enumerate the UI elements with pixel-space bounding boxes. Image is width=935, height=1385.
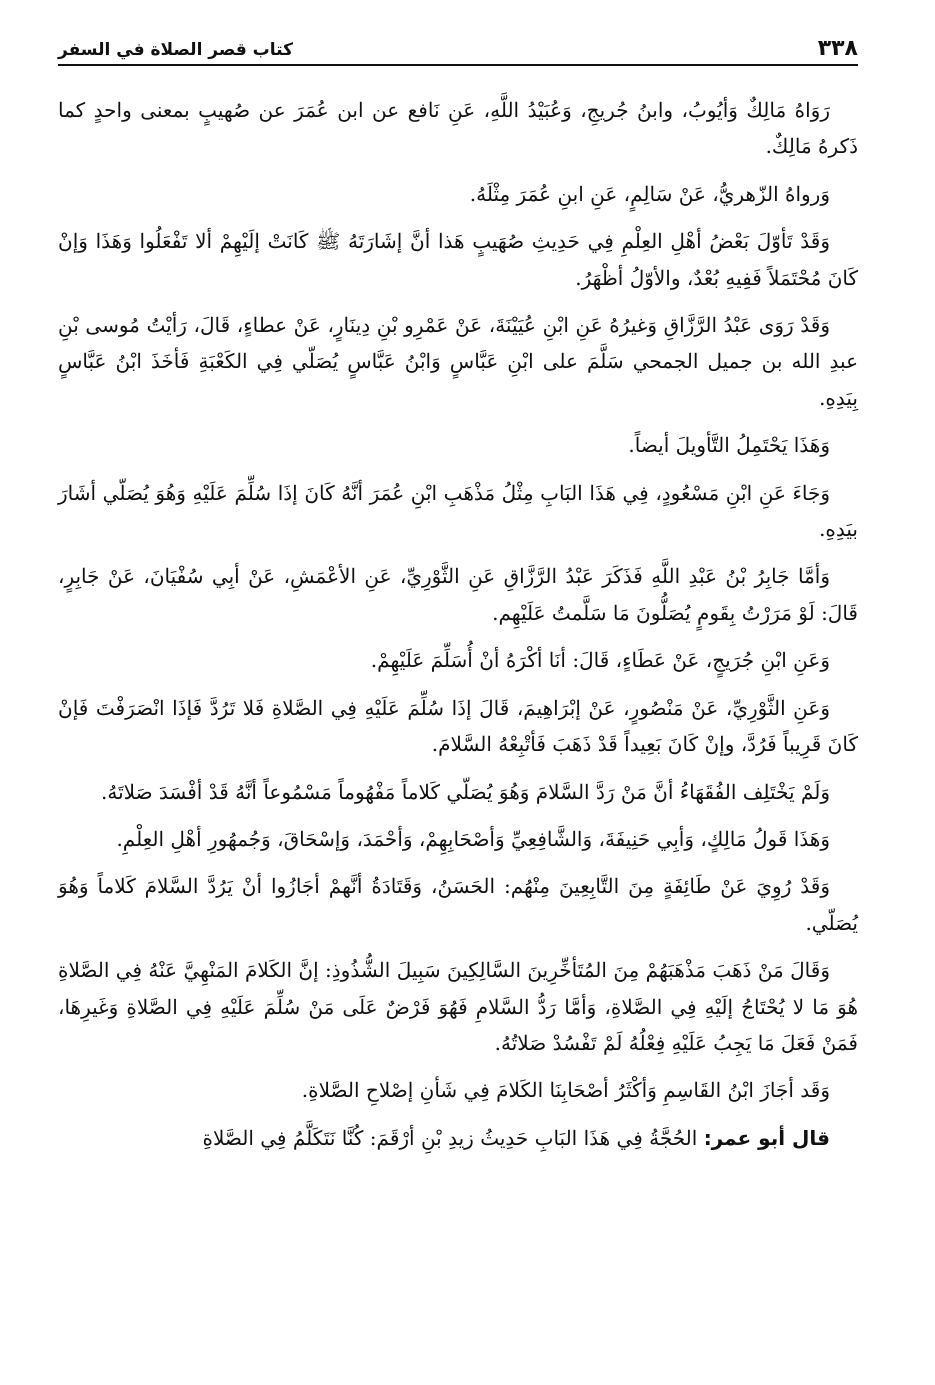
paragraph-text: وَلَمْ يَخْتَلِف الفُقَهَاءُ أنَّ مَنْ رَدَّ السَّلامَ وَهُوَ يُصَلّي كَلاماً مَفْهُوماً مَسْمُوعاً أنَّهُ قَدْ أفْسَدَ صَلاتَهُ.: [100, 779, 830, 804]
paragraph-text: وَقَد أجَازَ ابْنُ القَاسِمِ وَأكْثَرُ أصْحَابِنَا الكَلامَ فِي شَأنِ إصْلاحِ الصَّلاةِ.: [301, 1078, 830, 1103]
paragraph-text: الحُجَّةُ فِي هَذَا البَابِ حَدِيثُ زيدِ بْنِ أرْقَمَ: كُنَّا نَتَكَلَّمُ فِي الصَّلاةِ: [202, 1125, 704, 1150]
paragraph-text: وَقَدْ رُوِيَ عَنْ طَائِفَةٍ مِنَ التَّابِعِينَ مِنْهُم: الحَسَنُ، وَقَتَادَةُ أنَّهمْ أجَازُوا أنْ يَرُدَّ السَّلامَ كَلاماً وَهُوَ يُصَلّي.: [58, 874, 858, 935]
paragraph: [58, 223, 858, 296]
paragraph: [58, 1072, 858, 1108]
paragraph-text: وَهَذَا يَحْتَمِلُ التَّأويلَ أيضاً.: [628, 433, 830, 458]
paragraph-text: وَرواهُ الزّهريُّ، عَنْ سَالِمٍ، عَنِ ابنِ عُمَرَ مِثْلَهُ.: [469, 181, 830, 206]
paragraph-text: وَقَدْ رَوَى عَبْدُ الرَّزَّاقِ وَغيرُهُ عَنِ ابْنِ عُيَيْنَةَ، عَنْ عَمْرِو بْنِ دِينَارٍ، عَنْ عطاءٍ، قَالَ، رَأيْتُ مُوسى بْنِ عبدِ الله بن جميل الجمحي سَلَّمَ على ابْنِ عَبَّاسٍ وَابْنُ عَبَّاسٍ يُصَلّي فِي الكَعْبَةِ فَأخَذَ ابْنُ عَبَّاسٍ بِيَدِهِ.: [58, 313, 858, 410]
paragraph-lead: قال أبو عمر:: [703, 1125, 830, 1150]
paragraph: [58, 427, 858, 463]
paragraph-text: وَأمَّا جَابِرُ بْنُ عَبْدِ اللَّهِ فَذَكَرَ عَبْدُ الرَّزَّاقِ عَنِ الثَّوْرِيِّ، عَنِ الأعْمَشِ، عَنْ أبِي سُفْيَانَ، عَنْ جَابِرٍ، قَالَ: لَوْ مَرَرْتُ بِقَومٍ يُصَلُّونَ مَا سَلَّمتُ عَلَيْهِم.: [58, 564, 858, 625]
paragraph: [58, 774, 858, 810]
paragraph: [58, 558, 858, 631]
paragraph-text: وَعَنِ ابْنِ جُرَيجٍ، عَنْ عَطَاءٍ، قَالَ: أنَا أكْرَهُ أنْ أُسَلِّمَ عَلَيْهِمْ.: [370, 648, 830, 673]
paragraph: [58, 690, 858, 763]
paragraph-text: وَقَالَ مَنْ ذَهَبَ مَذْهَبَهُمْ مِنَ المُتَأخِّرِينَ السَّالِكِينَ سَبِيلَ الشُّذُوذِ: إنَّ الكَلامَ المَنْهِيَّ عَنْهُ فِي الصَّلاةِ هُوَ مَا لا يُحْتَاجُ إلَيْهِ فِي الصَّلاةِ، وَأمَّا رَدُّ السَّلامِ فَهُوَ فَرْضٌ عَلَى مَنْ سُلِّمَ عَلَيْهِ فِي الصَّلاةِ وَغَيرِهَا، فَمَنْ فَعَلَ مَا يَجِبُ عَلَيْهِ فِعْلُهُ لَمْ تَفْسُدْ صَلاتُهُ.: [58, 958, 858, 1055]
paragraph: [58, 92, 858, 165]
paragraph: [58, 868, 858, 941]
page-number: ٣٣٨: [817, 36, 858, 61]
paragraph-text: وَعَنِ الثَّوْرِيِّ، عَنْ مَنْصُورٍ، عَنْ إبْرَاهِيمَ، قَالَ إذَا سُلِّمَ عَلَيْهِ فِي الصَّلاةِ فَلا تَرُدَّ فَإذَا انْصَرَفْتَ فَإنْ كَانَ قَرِيباً فَرُدَّ، وإنْ كَانَ بَعِيداً قَدْ ذَهَبَ فَأتْبِعْهُ السَّلامَ.: [58, 695, 858, 757]
paragraph: [58, 475, 858, 548]
paragraph: [58, 176, 858, 212]
paragraph: [58, 307, 858, 416]
paragraph: [58, 952, 858, 1061]
paragraph-text: وَجَاءَ عَنِ ابْنِ مَسْعُودٍ، فِي هَذَا البَابِ مِثْلُ مَذْهَبِ ابْنِ عُمَرَ أنَّهُ كَانَ إذَا سُلِّمَ عَلَيْهِ وَهُوَ يُصَلّي أشَارَ بيَدِهِ.: [58, 480, 858, 542]
paragraph-text: وَقَدْ تَأوّلَ بَعْضُ أهْلِ العِلْمِ فِي حَدِيثِ صُهَيبٍ هَذا أنَّ إشَارَتَهُ ﷺ كَانَتْ إلَيْهِمْ ألا تَفْعَلُوا وَهَذَا وَإنْ كَانَ مُحْتَمَلاً فَفِيهِ بُعْدٌ، والأوّلُ أظْهَرُ.: [58, 229, 858, 290]
paragraph: [58, 642, 858, 678]
paragraph: [58, 821, 858, 857]
paragraph-text: رَوَاهُ مَالِكٌ وَأيُوبُ، وابنُ جُريجِ، وَعُبَيْدُ اللَّهِ، عَنِ نَافع عن ابن عُمَرَ عن صُهيبٍ بمعنى واحدٍ كما ذَكرهُ مَالِكٌ.: [58, 98, 858, 159]
body-text: [58, 92, 858, 1167]
paragraph-text: وَهَذَا قَولُ مَالِكٍ، وَأبِي حَنِيفَةَ، وَالشَّافِعِيِّ وَأصْحَابِهِمْ، وَأحْمَدَ، وَإسْحَاقَ، وَجُمهُورِ أهْلِ العِلْمِ.: [116, 826, 830, 851]
running-title: كتاب قصر الصلاة في السفر: [58, 40, 293, 60]
page-header: [58, 30, 858, 66]
paragraph: [58, 1120, 858, 1156]
